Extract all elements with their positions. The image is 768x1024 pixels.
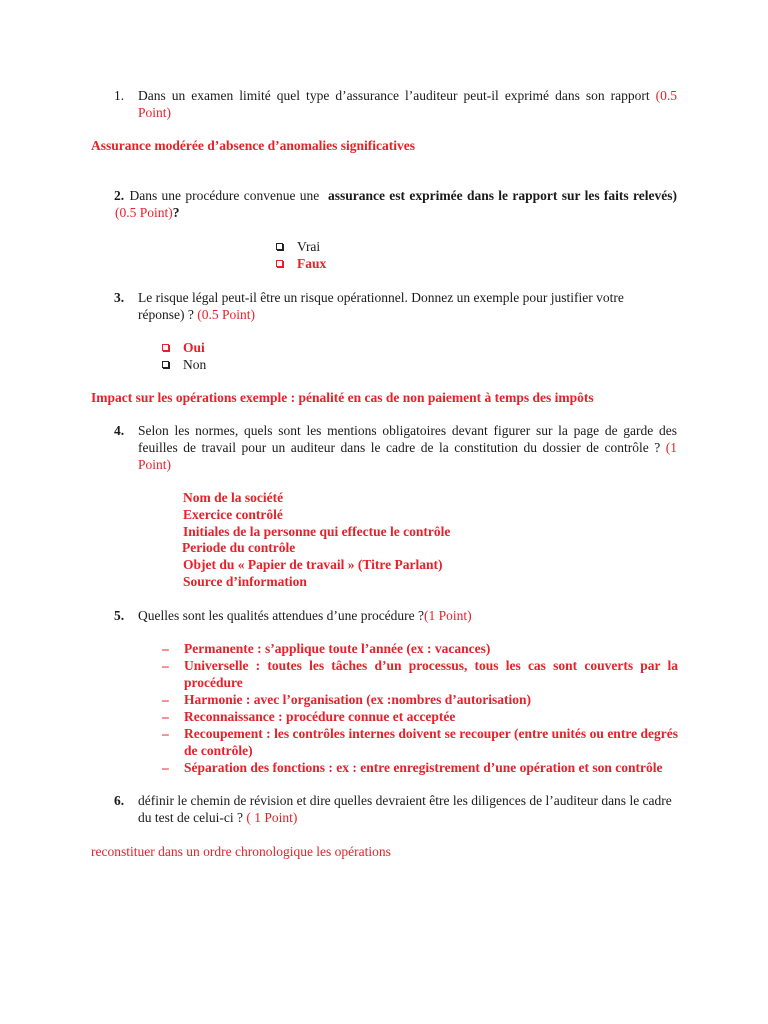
q3-question: Le risque légal peut-il être un risque opérationnel. Donnez un exemple pour justifier votre réponse) ? [138,290,624,322]
q5-answer-2 [162,657,678,691]
q3-points: (0.5 Point) [197,307,255,322]
list-item: Exercice contrôlé [183,506,283,522]
q3-number: 3. [114,290,125,305]
q3-text [138,289,668,323]
q6-points: ( 1 Point) [246,810,298,825]
q3-option-label: Non [183,357,207,372]
checkbox-icon [162,344,169,351]
q5-question: Quelles sont les qualités attendues d’une procédure ? [138,608,425,623]
q5-answer-3 [162,691,678,708]
list-item: Reconnaissance : procédure connue et acceptée [184,709,456,724]
q6-answer: reconstituer dans un ordre chronologique les opérations [91,844,391,859]
list-item: Harmonie : avec l’organisation (ex :nombres d’autorisation) [184,692,531,707]
dash-bullet: – [162,658,169,673]
q2-text-normal: Dans une procédure convenue une [129,188,320,203]
q1-text [138,87,677,121]
q6-question: définir le chemin de révision et dire quelles devraient être les diligences de l’auditeur dans le cadre du test de celui-ci ? [138,793,672,825]
dash-bullet: – [162,692,169,707]
q1-question: Dans un examen limité quel type d’assurance l’auditeur peut-il exprimé dans son rapport [138,88,650,103]
q1-points: (0.5 Point) [138,88,678,120]
q1-number: 1. [114,88,125,103]
list-item: Objet du « Papier de travail » (Titre Parlant) [183,557,443,573]
list-item: Initiales de la personne qui effectue le contrôle [183,523,451,539]
dash-bullet: – [162,760,169,775]
q2-suffix: ? [172,205,180,220]
q4-number: 4. [114,423,125,438]
q2-option-label: Faux [297,256,327,271]
q5-text [138,607,472,624]
q3-option-oui[interactable] [162,339,205,356]
checkbox-icon [276,260,283,267]
q3-option-label: Oui [183,340,205,355]
q2-points: (0.5 Point) [115,205,173,220]
q4-answers [183,490,450,591]
q4-text [138,422,677,473]
list-item: Periode du contrôle [182,540,296,556]
q4-question: Selon les normes, quels sont les mentions obligatoires devant figurer sur la page de garde des feuilles de travail pour un auditeur dans le cadre de la constitution du dossier de contrôle ? [138,423,677,455]
q2-number: 2. [114,188,125,203]
q3-answer: Impact sur les opérations exemple : pénalité en cas de non paiement à temps des impôts [91,390,594,405]
list-item: Universelle : toutes les tâches d’un processus, tous les cas sont couverts par la procédure [184,658,678,690]
checkbox-icon [162,361,169,368]
q2-option-faux[interactable] [276,255,326,272]
q2-option-label: Vrai [297,239,321,254]
q5-number: 5. [114,608,125,623]
checkbox-icon [276,243,283,250]
q6-number: 6. [114,793,125,808]
q1-answer: Assurance modérée d’absence d’anomalies significatives [91,138,415,153]
list-item: Source d’information [183,573,307,589]
q6-text [138,792,674,826]
list-item: Séparation des fonctions : ex : entre enregistrement d’une opération et son contrôle [184,760,663,775]
q2-text-bold: assurance est exprimée dans le rapport sur les faits relevés) [327,188,677,203]
q5-answer-5 [162,725,678,759]
q4-points: (1 Point) [138,440,678,472]
q3-option-non[interactable] [162,356,206,373]
list-item: Nom de la société [183,490,284,505]
dash-bullet: – [162,726,169,741]
list-item: Recoupement : les contrôles internes doivent se recouper (entre unités ou entre degrés de contrôle) [184,726,678,758]
dash-bullet: – [162,709,169,724]
q5-answer-4 [162,708,678,725]
q2-option-vrai[interactable] [276,238,320,255]
dash-bullet: – [162,641,169,656]
q5-points: (1 Point) [424,608,472,623]
q2-question [115,187,677,221]
list-item: Permanente : s’applique toute l’année (ex : vacances) [184,641,491,656]
q5-answer-6 [162,759,678,776]
q5-answer-1 [162,640,678,657]
